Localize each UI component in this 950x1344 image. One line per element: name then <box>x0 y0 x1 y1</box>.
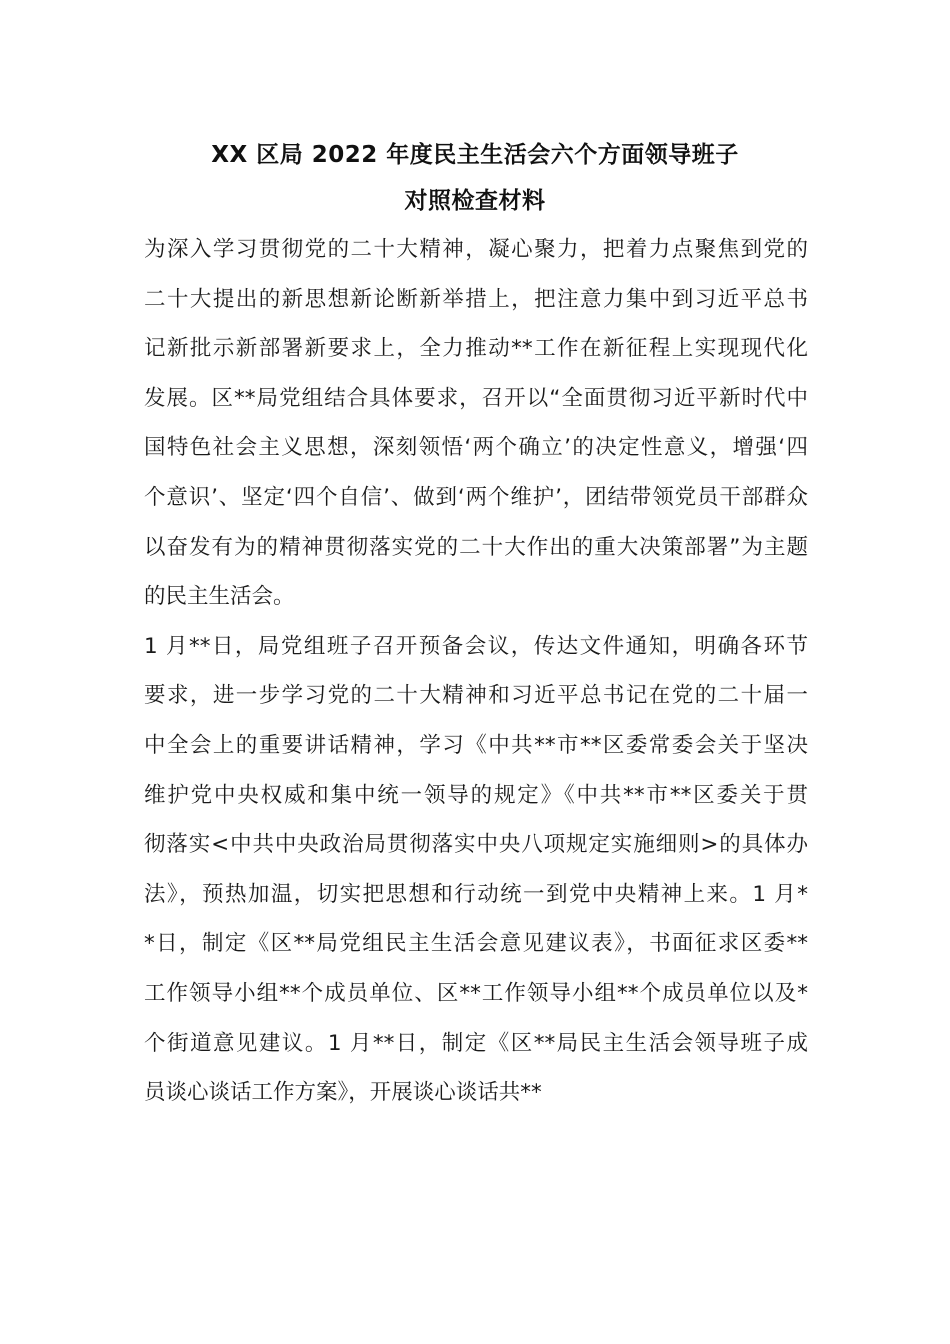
text-line: 以奋发有为的精神贯彻落实党的二十大作出的重大决策部署”为主题 <box>144 534 808 560</box>
text-line: 个街道意见建议。1 月**日，制定《区**局民主生活会领导班子成 <box>144 1030 808 1056</box>
title-line-2: 对照检查材料 <box>404 188 546 214</box>
paragraph-2 <box>144 622 808 1118</box>
text-line: 维护党中央权威和集中统一领导的规定》《中共**市**区委关于贯 <box>144 782 808 808</box>
text-line: 彻落实<中共中央政治局贯彻落实中央八项规定实施细则>的具体办 <box>144 832 808 858</box>
text-line: 法》，预热加温，切实把思想和行动统一到党中央精神上来。1 月* <box>144 881 808 907</box>
text-line: 记新批示新部署新要求上，全力推动**工作在新征程上实现现代化 <box>144 336 808 362</box>
text-line: 中全会上的重要讲话精神，学习《中共**市**区委常委会关于坚决 <box>144 732 808 758</box>
text-line: 员谈心谈话工作方案》，开展谈心谈话共** <box>144 1080 542 1106</box>
paragraph-1 <box>144 225 808 622</box>
text-line: 的民主生活会。 <box>144 584 295 610</box>
text-line: 工作领导小组**个成员单位、区**工作领导小组**个成员单位以及* <box>144 980 808 1006</box>
title-line-1: XX 区局 2022 年度民主生活会六个方面领导班子 <box>211 142 739 168</box>
document-title <box>0 132 950 224</box>
text-line: 二十大提出的新思想新论断新举措上，把注意力集中到习近平总书 <box>144 286 808 312</box>
text-line: 发展。区**局党组结合具体要求，召开以“全面贯彻习近平新时代中 <box>144 385 808 411</box>
document-body <box>144 225 808 1118</box>
text-line: 国特色社会主义思想，深刻领悟‘两个确立’的决定性意义，增强‘四 <box>144 435 808 461</box>
text-line: 1 月**日，局党组班子召开预备会议，传达文件通知，明确各环节 <box>144 633 808 659</box>
text-line: 个意识’、坚定‘四个自信’、做到‘两个维护’，团结带领党员干部群众 <box>144 484 808 510</box>
text-line: 为深入学习贯彻党的二十大精神，凝心聚力，把着力点聚焦到党的 <box>144 237 808 262</box>
text-line: 要求，进一步学习党的二十大精神和习近平总书记在党的二十届一 <box>144 683 808 709</box>
text-line: *日，制定《区**局党组民主生活会意见建议表》，书面征求区委** <box>144 931 808 957</box>
